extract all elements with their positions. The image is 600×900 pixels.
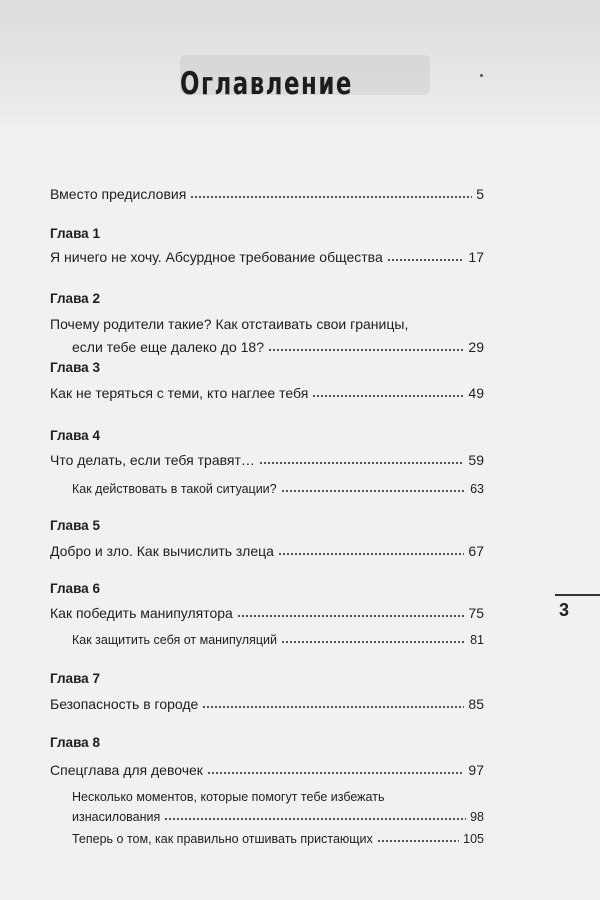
toc-entry[interactable] (50, 696, 484, 712)
dot-leader (202, 706, 464, 708)
dot-leader (259, 462, 465, 464)
toc-entry[interactable] (50, 249, 484, 265)
side-tab-rule (555, 594, 600, 596)
chapter-heading: Глава 5 (50, 518, 100, 533)
chapter-heading: Глава 6 (50, 581, 100, 596)
dot-leader (164, 818, 466, 820)
toc-entry-title: Добро и зло. Как вычислить злеца (50, 543, 274, 559)
dot-leader (281, 490, 466, 492)
toc-page-number: 49 (468, 385, 484, 401)
toc-entry[interactable] (72, 832, 484, 846)
toc-entry[interactable] (72, 633, 484, 647)
toc-page-number: 5 (476, 186, 484, 202)
toc-entry-title: если тебе еще далеко до 18? (72, 339, 264, 355)
toc-entry-title: Как защитить себя от манипуляций (72, 633, 277, 647)
chapter-heading: Глава 4 (50, 428, 100, 443)
chapter-heading: Глава 3 (50, 360, 100, 375)
toc-entry-title: Как не теряться с теми, кто наглее тебя (50, 385, 309, 401)
side-tab (555, 560, 600, 690)
page-title: Оглавление (180, 66, 353, 102)
toc-entry[interactable] (50, 186, 484, 202)
page-number: 3 (559, 600, 570, 620)
toc-entry[interactable] (50, 452, 484, 468)
chapter-heading: Глава 2 (50, 291, 100, 306)
dot-leader (312, 395, 464, 397)
dot-leader (237, 615, 465, 617)
toc-entry[interactable] (72, 790, 484, 824)
toc-page-number: 17 (468, 249, 484, 265)
toc-page-number: 59 (468, 452, 484, 468)
dot-leader (207, 772, 464, 774)
toc-page-number: 75 (468, 605, 484, 621)
dot-leader (278, 553, 464, 555)
toc-entry-title: Как победить манипулятора (50, 605, 233, 621)
chapter-heading: Глава 7 (50, 671, 100, 686)
toc-entry[interactable] (50, 543, 484, 559)
dot-leader (377, 840, 459, 842)
toc-page-number: 105 (463, 832, 484, 846)
toc-page-number: 63 (470, 482, 484, 496)
dot-leader (387, 259, 465, 261)
chapter-heading: Глава 8 (50, 735, 100, 750)
toc-page-number: 81 (470, 633, 484, 647)
dot-leader (190, 196, 472, 198)
toc-entry[interactable] (50, 316, 484, 355)
speck (480, 74, 483, 77)
toc-entry-title-line1: Несколько моментов, которые помогут тебе избежать (72, 790, 385, 804)
dot-leader (281, 641, 466, 643)
toc-entry-title: Спецглава для девочек (50, 762, 203, 778)
toc-entry-title: Вместо предисловия (50, 186, 187, 202)
toc-page-number: 29 (468, 339, 484, 355)
toc-entry-title: Я ничего не хочу. Абсурдное требование общества (50, 249, 383, 265)
chapter-heading: Глава 1 (50, 226, 100, 241)
toc-page-number: 98 (470, 810, 484, 824)
toc-page-number: 67 (468, 543, 484, 559)
toc-entry-title: Как действовать в такой ситуации? (72, 482, 277, 496)
toc-entry-title-line1: Почему родители такие? Как отстаивать свои границы, (50, 316, 409, 332)
toc-entry-title: Теперь о том, как правильно отшивать пристающих (72, 832, 373, 846)
toc-page-number: 85 (468, 696, 484, 712)
toc-entry[interactable] (50, 385, 484, 401)
toc-entry-title: Что делать, если тебя травят… (50, 452, 255, 468)
toc-entry-title: изнасилования (72, 810, 161, 824)
toc-page-number: 97 (468, 762, 484, 778)
toc-entry[interactable] (50, 605, 484, 621)
toc-entry[interactable] (50, 762, 484, 778)
dot-leader (268, 349, 464, 351)
toc-entry-title: Безопасность в городе (50, 696, 199, 712)
toc-entry[interactable] (72, 482, 484, 496)
